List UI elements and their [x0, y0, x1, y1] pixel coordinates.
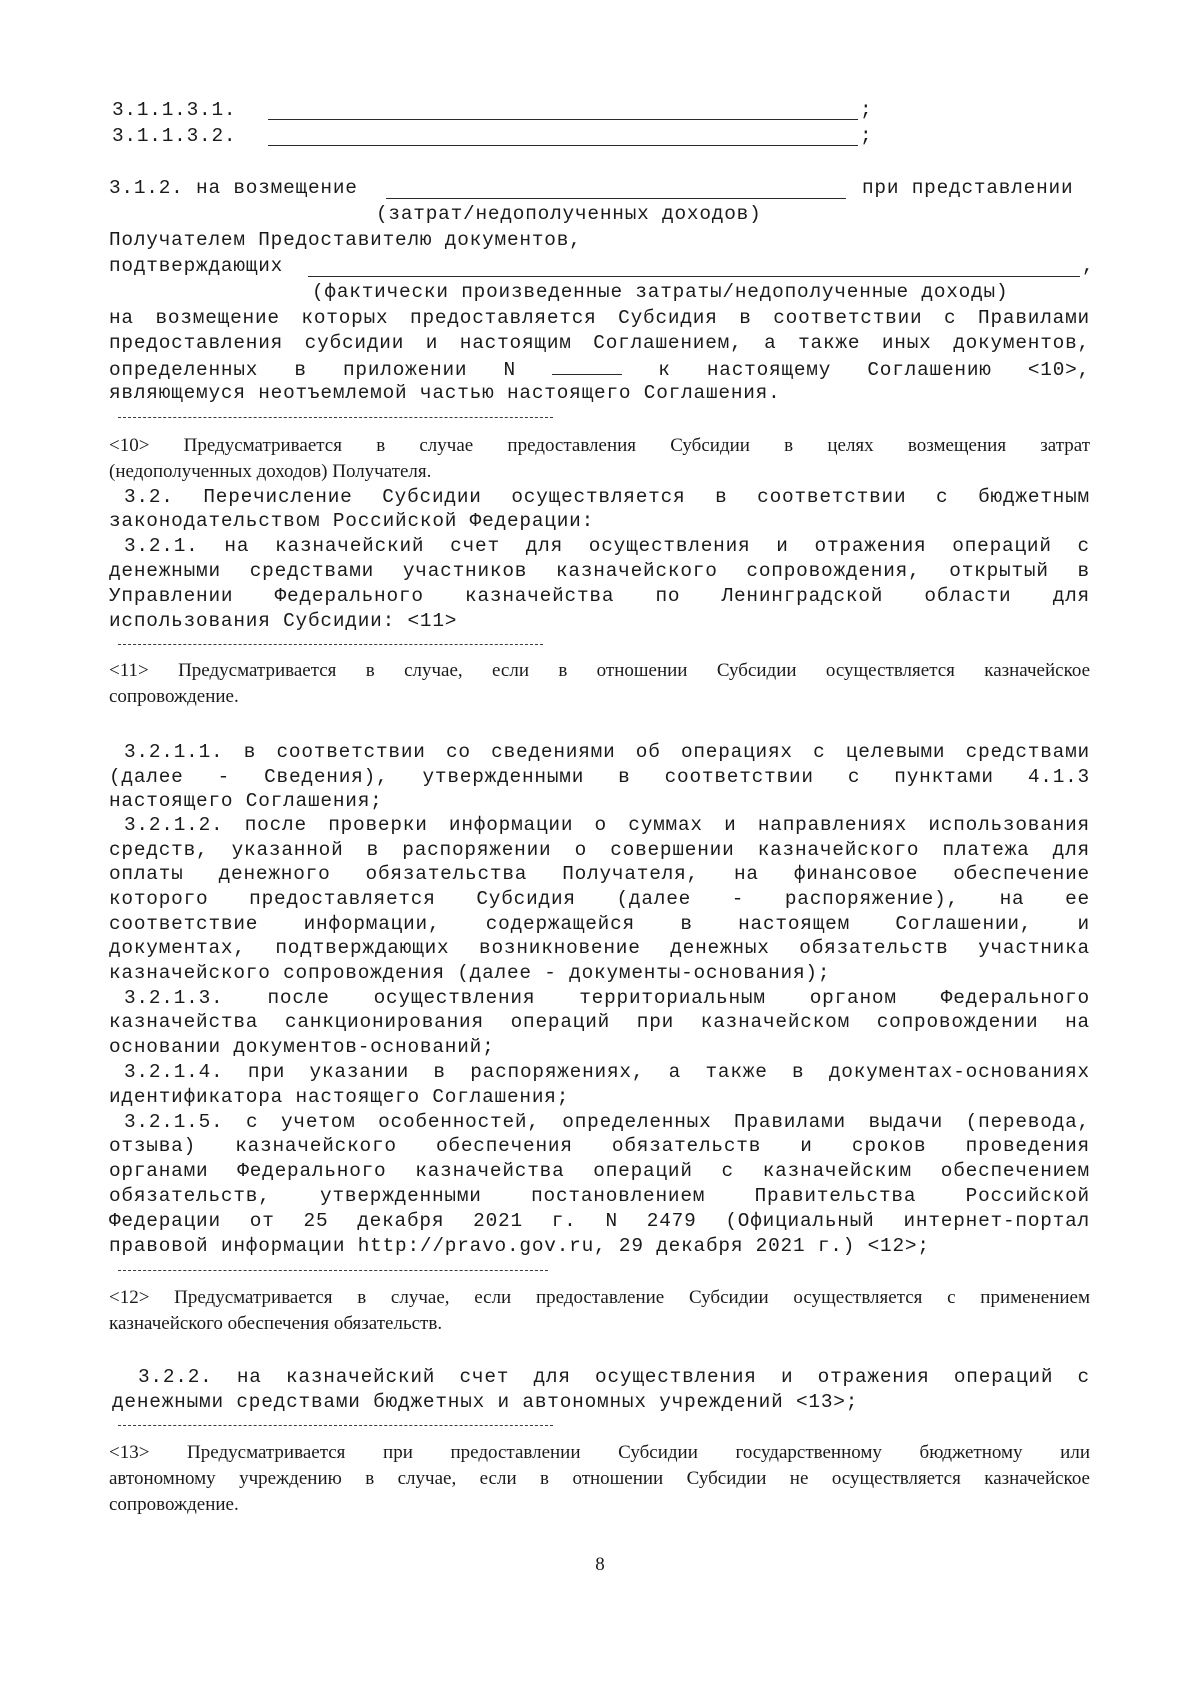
p312-hint-actual: (фактически произведенные затраты/недополученные доходы) [312, 281, 1009, 303]
p3212-line6: документах, подтверждающих возникновение денежных обязательств участника [109, 937, 1090, 959]
p32-line2: законодательством Российской Федерации: [109, 510, 595, 532]
p3212-line2: средств, указанной в распоряжении о совершении казначейского платежа для [109, 839, 1090, 861]
p32-line1: 3.2. Перечисление Субсидии осуществляется в соответствии с бюджетным [124, 486, 1090, 508]
p312-blank-costs [386, 198, 846, 199]
appendix-number-blank [552, 356, 622, 375]
p312-line3-end: , [1082, 255, 1095, 277]
p3211-line2: (далее - Сведения), утвержденными в соответствии с пунктами 4.1.3 [109, 766, 1090, 788]
item-3-1-1-3-2-end: ; [860, 125, 873, 147]
p312-line7: являющемуся неотъемлемой частью настоящего Соглашения. [109, 382, 781, 404]
p312-hint-costs: (затрат/недополученных доходов) [376, 203, 762, 225]
p321-line3: Управлении Федерального казначейства по Ленинградской области для [109, 585, 1090, 607]
footnote-13-line3: сопровождение. [109, 1494, 239, 1515]
footnote-11-line1: <11> Предусматривается в случае, если в отношении Субсидии осуществляется казначейское [109, 660, 1090, 681]
footnote-separator [118, 1425, 553, 1426]
footnote-12 [109, 1285, 1090, 1337]
p3211-line1: 3.2.1.1. в соответствии со сведениями об операциях с целевыми средствами [124, 741, 1090, 763]
p3212-line7: казначейского сопровождения (далее - документы-основания); [109, 962, 831, 984]
p3213-line3: основании документов-оснований; [109, 1036, 495, 1058]
p3212-line1: 3.2.1.2. после проверки информации о суммах и направлениях использования [124, 814, 1090, 836]
footnote-13-line1: <13> Предусматривается при предоставлении Субсидии государственному бюджетному или [109, 1442, 1090, 1463]
p3212-line5: соответствие информации, содержащейся в настоящем Соглашении, и [109, 913, 1090, 935]
item-3-1-1-3-1-end: ; [860, 99, 873, 121]
p3215-line6: правовой информации http://pravo.gov.ru, 29 декабря 2021 г.) <12>; [109, 1235, 930, 1257]
footnote-11 [109, 658, 1090, 710]
footnote-12-line1: <12> Предусматривается в случае, если предоставление Субсидии осуществляется с применением [109, 1287, 1090, 1308]
footnote-12-line2: казначейского обеспечения обязательств. [109, 1313, 443, 1334]
p312-line6-b: к настоящему Соглашению <10>, [658, 359, 1091, 381]
p312-line2: Получателем Предоставителю документов, [109, 229, 582, 251]
p322-line1: 3.2.2. на казначейский счет для осуществления и отражения операций с [138, 1366, 1090, 1388]
p321-line2: денежными средствами участников казначейского сопровождения, открытый в [109, 560, 1090, 582]
footnote-separator [118, 417, 553, 418]
item-3-1-1-3-2-label: 3.1.1.3.2. [112, 125, 237, 147]
p312-end: при представлении [862, 177, 1074, 199]
p312-start: 3.1.2. на возмещение [109, 177, 358, 199]
footnote-separator [118, 1270, 548, 1271]
item-3-1-1-3-1-blank [268, 119, 858, 120]
p322-line2: денежными средствами бюджетных и автономных учреждений <13>; [112, 1391, 859, 1413]
p3214-line1: 3.2.1.4. при указании в распоряжениях, а также в документах-основаниях [124, 1061, 1090, 1083]
p3215-line1: 3.2.1.5. с учетом особенностей, определенных Правилами выдачи (перевода, [124, 1111, 1090, 1133]
footnote-10-line1: <10> Предусматривается в случае предоставления Субсидии в целях возмещения затрат [109, 435, 1090, 456]
item-3-1-1-3-1-label: 3.1.1.3.1. [112, 99, 237, 121]
p312-line6-a: определенных в приложении N [109, 359, 516, 381]
p3212-line3: оплаты денежного обязательства Получателя, на финансовое обеспечение [109, 863, 1090, 885]
p3215-line2: отзыва) казначейского обеспечения обязательств и сроков проведения [109, 1135, 1090, 1157]
p3215-line4: обязательств, утвержденными постановлением Правительства Российской [109, 1185, 1090, 1207]
p312-line4: на возмещение которых предоставляется Субсидия в соответствии с Правилами [109, 307, 1090, 329]
p3215-line3: органами Федерального казначейства операций с казначейским обеспечением [109, 1160, 1090, 1182]
footnote-13 [109, 1440, 1090, 1518]
item-3-1-1-3-2-blank [268, 145, 858, 146]
p3213-line1: 3.2.1.3. после осуществления территориальным органом Федерального [124, 987, 1090, 1009]
p3212-line4: которого предоставляется Субсидия (далее - распоряжение), на ее [109, 888, 1090, 910]
p3215-line5: Федерации от 25 декабря 2021 г. N 2479 (Официальный интернет-портал [109, 1210, 1090, 1232]
footnote-separator [118, 644, 543, 645]
p321-line4: использования Субсидии: <11> [109, 610, 458, 632]
footnote-10-line2: (недополученных доходов) Получателя. [109, 461, 432, 482]
p312-line3: подтверждающих [109, 255, 284, 277]
p312-blank-documents [308, 276, 1080, 277]
p321-line1: 3.2.1. на казначейский счет для осуществления и отражения операций с [124, 535, 1090, 557]
footnote-11-line2: сопровождение. [109, 686, 239, 707]
p312-line5: предоставления субсидии и настоящим Соглашением, а также иных документов, [109, 332, 1090, 354]
footnote-13-line2: автономному учреждению в случае, если в отношении Субсидии не осуществляется казначейское [109, 1468, 1090, 1489]
p3214-line2: идентификатора настоящего Соглашения; [109, 1086, 570, 1108]
p3213-line2: казначейства санкционирования операций при казначейском сопровождении на [109, 1011, 1090, 1033]
p3211-line3: настоящего Соглашения; [109, 790, 383, 812]
p312-line6 [109, 356, 1090, 382]
page-number: 8 [595, 1554, 605, 1575]
footnote-10 [109, 433, 1090, 485]
